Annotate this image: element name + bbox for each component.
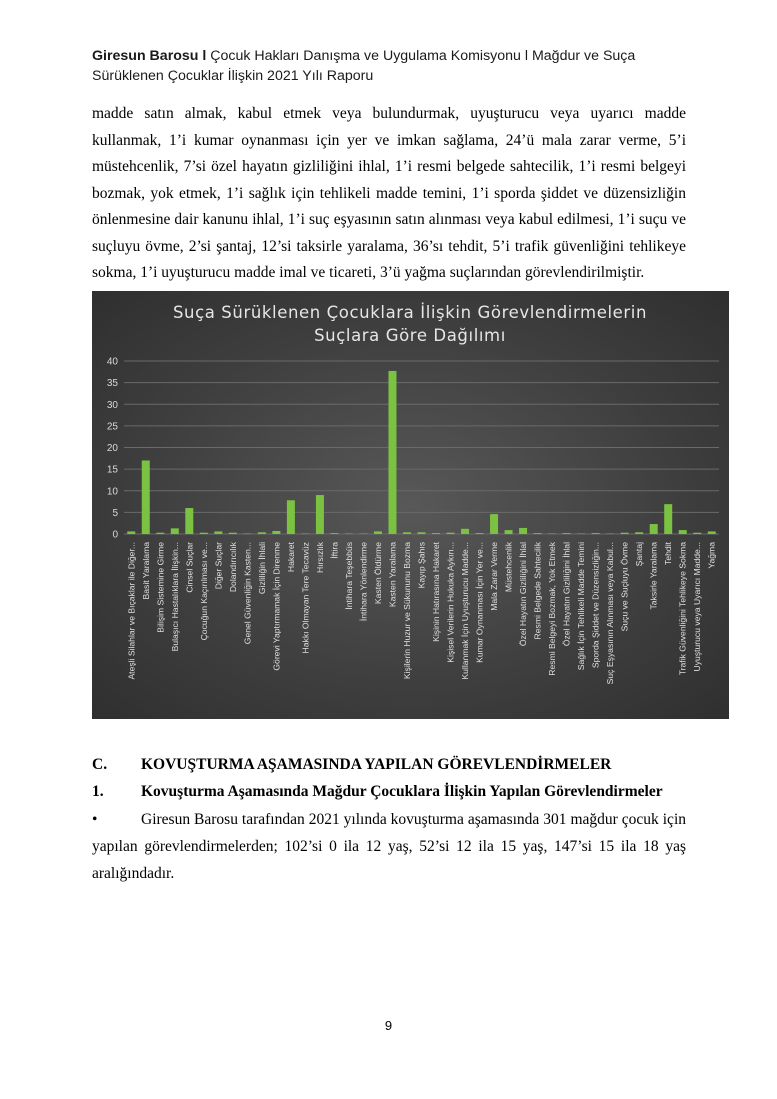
x-tick-label: Bulaşıcı Hastalıklara İlişkin... xyxy=(169,542,180,652)
bar xyxy=(418,532,426,534)
x-tick-label: Şantaj xyxy=(634,542,645,567)
x-tick-label: Sağlık İçin Tehlikeli Madde Temini xyxy=(576,542,587,671)
x-tick-label: Sporda Şiddet ve Düzensizliğin... xyxy=(590,542,601,669)
bar xyxy=(200,533,208,534)
bar xyxy=(330,533,338,534)
bar xyxy=(650,524,658,534)
x-tick-label: Müstehcenlik xyxy=(503,542,514,593)
x-tick-label: İntihara Teşebbüs xyxy=(343,542,354,610)
x-tick-label: Yağma xyxy=(706,542,717,569)
bar xyxy=(461,529,469,534)
x-tick-label: Çocuğun Kaçırılması ve... xyxy=(198,542,209,641)
bar xyxy=(693,533,701,534)
bar xyxy=(272,531,280,534)
x-tick-label: Taksirle Yaralama xyxy=(648,542,659,610)
section-c-heading xyxy=(92,754,692,776)
bar xyxy=(679,530,687,534)
section-c-number: C. xyxy=(92,756,108,773)
crime-distribution-chart xyxy=(92,291,729,719)
x-tick-label: Kasten Öldürme xyxy=(372,542,383,605)
x-tick-label: Genel Güvenliğin Kasten... xyxy=(242,542,253,645)
intro-paragraph: madde satın almak, kabul etmek veya bulundurmak, uyuşturucu veya uyarıcı madde kullanmak, 1’i kumar oynanması için yer ve imkan sağlama, 24’ü mala zarar verme, 5’i müstehcenlik, 7’si özel hayatın gizliliğini ihlal, 1’i resmi belgede sahtecilik, 1’i resmi belgeyi bozmak, yok etmek, 1’i sağlık için tehlikeli madde temini, 1’i sporda şiddet ve düzensizliğin önlenmesine dair kanunu ihlal, 1’i suç eşyasının satın alınması veya kabul edilmesi, 1’i suçu ve suçluyu övme, 2’si şantaj, 12’si taksirle yaralama, 36’sı tehdit, 5’i trafik güvenliğini tehlikeye sokma, 1’i uyuşturucu madde imal ve ticareti, 3’ü yağma suçlarından görevlendirilmiştir. xyxy=(92,105,686,281)
bar xyxy=(403,532,411,534)
bar xyxy=(476,533,484,534)
x-tick-label: Kasten Yaralama xyxy=(387,542,398,608)
bar xyxy=(592,533,600,534)
x-tick-label: Basit Yaralama xyxy=(140,542,151,600)
y-tick-label: 0 xyxy=(112,529,118,541)
chart-title-line2: Suçlara Göre Dağılımı xyxy=(314,326,506,345)
bullet-paragraph xyxy=(92,806,686,887)
page-header xyxy=(92,46,702,86)
x-tick-label: Mala Zarar Verme xyxy=(489,542,500,611)
bar xyxy=(664,504,672,534)
x-tick-label: Kişinin Hatırasına Hakaret xyxy=(431,542,442,642)
x-tick-label: Gizliliğin İhlali xyxy=(256,542,267,595)
bar xyxy=(258,532,266,534)
header-org: Giresun Barosu l xyxy=(92,48,207,64)
y-tick-label: 10 xyxy=(106,486,118,498)
chart-title-line1: Suça Sürüklenen Çocuklara İlişkin Görevlendirmelerin xyxy=(172,303,648,322)
bar xyxy=(432,533,440,534)
x-tick-label: Cinsel Suçlar xyxy=(184,542,195,593)
bullet-icon: • xyxy=(92,811,98,828)
x-tick-label: Hakkı Olmayan Tere Tecavüz xyxy=(300,542,311,654)
bar xyxy=(447,533,455,534)
y-tick-label: 20 xyxy=(106,443,118,454)
x-tick-label: Tehdit xyxy=(663,542,674,565)
x-tick-label: Dolandırıcılık xyxy=(227,542,238,593)
bar xyxy=(388,371,396,534)
x-tick-label: Hakaret xyxy=(285,542,296,573)
bar xyxy=(171,528,179,534)
bar xyxy=(229,533,237,534)
x-tick-label: Resmi Belgede Sahtecilik xyxy=(532,542,543,640)
chart-svg xyxy=(92,291,729,719)
bar xyxy=(156,533,164,534)
bar xyxy=(142,460,150,534)
bar xyxy=(708,531,716,534)
y-tick-label: 15 xyxy=(106,464,118,476)
x-tick-label: Ateşli Silahlar ve Bıçaklar ile Diğer... xyxy=(126,542,137,680)
bar xyxy=(374,531,382,534)
x-tick-label: Özel Hayatın Gizliliğini İhlal xyxy=(561,542,572,647)
bar xyxy=(316,495,324,534)
x-tick-label: Suçu ve Suçluyu Övme xyxy=(619,542,630,632)
bar xyxy=(185,508,193,534)
x-tick-label: İntihara Yönlendirme xyxy=(358,542,369,622)
bar xyxy=(621,533,629,534)
bar xyxy=(519,528,527,534)
bar xyxy=(635,532,643,534)
bar xyxy=(534,533,542,534)
x-tick-label: Uyuşturucu veya Uyarıcı Madde... xyxy=(692,542,703,672)
x-tick-label: Diğer Suçlar xyxy=(213,542,224,590)
x-tick-label: Hırsızlık xyxy=(314,542,325,574)
x-tick-label: Bilişim Sistemine Girme xyxy=(155,542,166,633)
y-tick-label: 5 xyxy=(112,507,118,519)
header-title: Çocuk Hakları Danışma ve Uygulama Komisyonu l Mağdur ve Suça Sürüklenen Çocuklar İlişkin 2021 Yılı Raporu xyxy=(92,48,636,84)
x-tick-label: Kayıp Şahıs xyxy=(416,542,427,589)
bar xyxy=(287,500,295,534)
x-tick-label: Suç Eşyasının Alınması veya Kabul... xyxy=(605,542,616,685)
section-1-title: Kovuşturma Aşamasında Mağdur Çocuklara İlişkin Yapılan Görevlendirmeler xyxy=(141,783,663,800)
y-tick-label: 35 xyxy=(106,378,118,390)
x-tick-label: Resmi Belgeyi Bozmak, Yok Etmek xyxy=(547,542,558,676)
page-number: 9 xyxy=(384,1018,393,1033)
bar xyxy=(563,533,571,534)
section-1-heading xyxy=(92,781,692,803)
y-tick-label: 25 xyxy=(106,421,118,433)
bar xyxy=(505,530,513,534)
y-tick-label: 30 xyxy=(106,399,118,411)
x-tick-label: Kişisel Verilerin Hukuka Aykırı... xyxy=(445,542,456,663)
y-tick-label: 40 xyxy=(106,356,118,368)
x-tick-label: Trafik Güvenliğini Tehlikeye Sokma xyxy=(677,542,688,676)
x-tick-label: Kumar Oynanması İçin Yer ve... xyxy=(474,542,485,663)
x-tick-label: Kullanmak İçin Uyuşturucu Madde... xyxy=(460,542,471,680)
section-c-title: KOVUŞTURMA AŞAMASINDA YAPILAN GÖREVLENDİRMELER xyxy=(141,756,612,773)
bar xyxy=(127,531,135,534)
x-tick-label: Kişilerin Huzur ve Sükununu Bozma xyxy=(401,542,412,680)
bar xyxy=(490,514,498,534)
x-tick-label: Özel Hayatın Gizliliğini İhlal xyxy=(518,542,529,647)
x-tick-label: İftira xyxy=(329,542,340,559)
section-1-number: 1. xyxy=(92,783,104,800)
bar xyxy=(214,531,222,534)
x-tick-label: Görevi Yaptırmamak İçin Direnme xyxy=(271,542,282,671)
bullet-text: Giresun Barosu tarafından 2021 yılında kovuşturma aşamasında 301 mağdur çocuk için yapılan görevlendirmelerden; 102’si 0 ila 12 yaş, 52’si 12 ila 15 yaş, 147’si 15 ila 18 yaş aralığındadır. xyxy=(92,811,686,882)
